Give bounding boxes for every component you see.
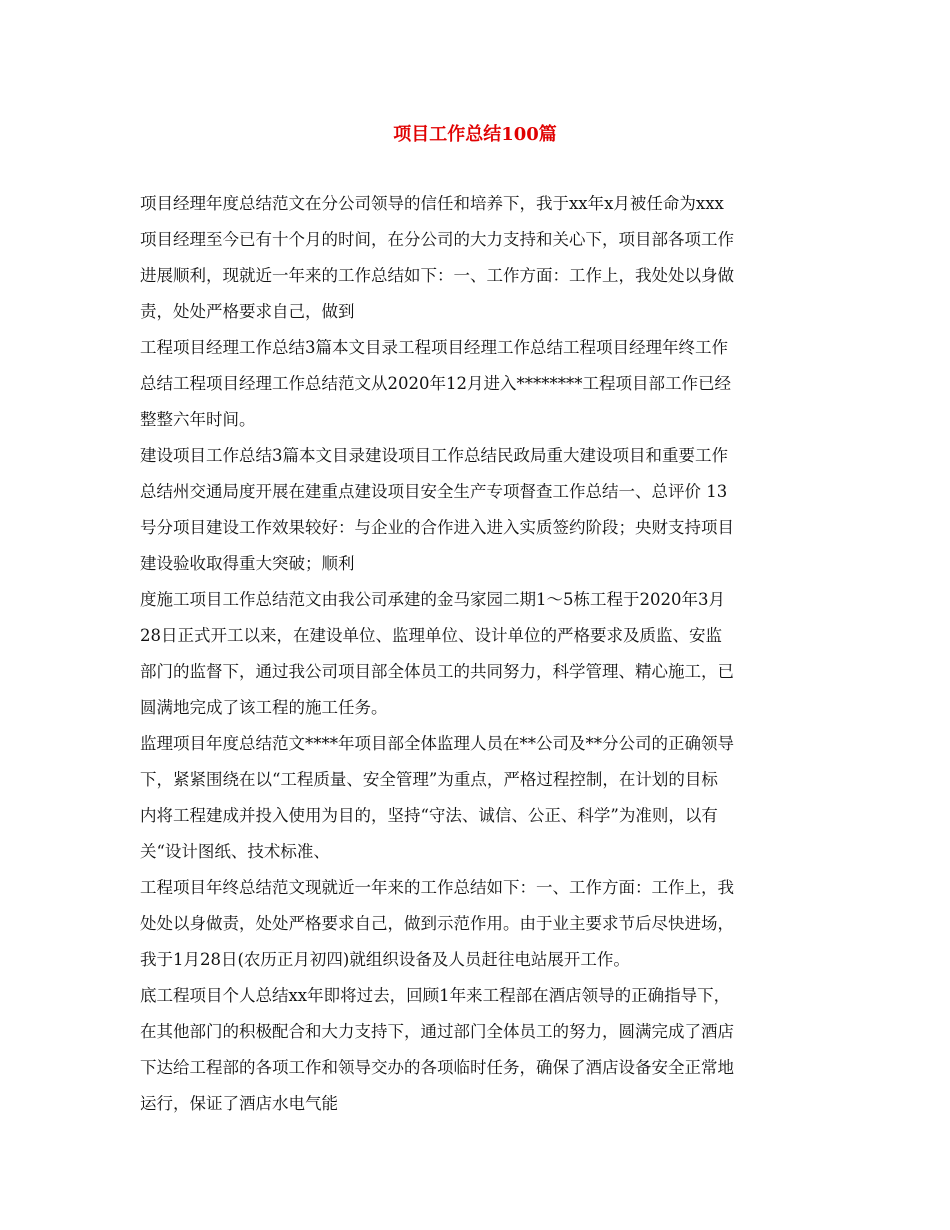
text-line: 在其他部门的积极配合和大力支持下，通过部门全体员工的努力，圆满完成了酒店	[140, 1022, 734, 1041]
text-line: 运行，保证了酒店水电气能	[140, 1094, 338, 1113]
text-line: 项目经理至今已有十个月的时间，在分公司的大力支持和关心下，项目部各项工作	[140, 230, 734, 249]
text-line: 度施工项目工作总结范文由我公司承建的金马家园二期1～5栋工程于2020年3月	[140, 590, 725, 609]
text-line: 处处以身做责，处处严格要求自己，做到示范作用。由于业主要求节后尽快进场，	[140, 914, 734, 933]
document-title: 项目工作总结100篇	[393, 124, 557, 145]
text-line: 总结工程项目经理工作总结范文从2020年12月进入********工程项目部工作已经	[140, 374, 731, 393]
text-line: 下达给工程部的各项工作和领导交办的各项临时任务，确保了酒店设备安全正常地	[140, 1058, 734, 1077]
text-line: 部门的监督下，通过我公司项目部全体员工的共同努力，科学管理、精心施工，已	[140, 662, 734, 681]
text-line: 号分项目建设工作效果较好：与企业的合作进入进入实质签约阶段；央财支持项目	[140, 518, 734, 537]
text-line: 我于1月28日(农历正月初四)就组织设备及人员赶往电站展开工作。	[140, 950, 630, 969]
text-line: 进展顺利，现就近一年来的工作总结如下：一、工作方面：工作上，我处处以身做	[140, 266, 734, 285]
text-line: 圆满地完成了该工程的施工任务。	[140, 698, 388, 717]
text-line: 监理项目年度总结范文****年项目部全体监理人员在**公司及**分公司的正确领导	[140, 734, 734, 753]
text-line: 底工程项目个人总结xx年即将过去，回顾1年来工程部在酒店领导的正确指导下，	[140, 986, 731, 1005]
text-line: 项目经理年度总结范文在分公司领导的信任和培养下，我于xx年x月被任命为xxx	[140, 194, 724, 213]
text-line: 内将工程建成并投入使用为目的，坚持“守法、诚信、公正、科学”为准则，以有	[140, 806, 718, 825]
text-line: 工程项目年终总结范文现就近一年来的工作总结如下：一、工作方面：工作上，我	[140, 878, 734, 897]
text-line: 28日正式开工以来，在建设单位、监理单位、设计单位的严格要求及质监、安监	[140, 626, 722, 645]
text-line: 责，处处严格要求自己，做到	[140, 302, 355, 321]
text-line: 工程项目经理工作总结3篇本文目录工程项目经理工作总结工程项目经理年终工作	[140, 338, 728, 357]
text-line: 建设验收取得重大突破；顺利	[140, 554, 355, 573]
text-line: 建设项目工作总结3篇本文目录建设项目工作总结民政局重大建设项目和重要工作	[140, 446, 728, 465]
text-line: 关“设计图纸、技术标准、	[140, 842, 330, 861]
document-body	[140, 186, 820, 1122]
text-line: 总结州交通局度开展在建重点建设项目安全生产专项督查工作总结一、总评价 13	[140, 482, 728, 501]
text-line: 下，紧紧围绕在以“工程质量、安全管理”为重点，严格过程控制，在计划的目标	[140, 770, 718, 789]
text-line: 整整六年时间。	[140, 410, 256, 429]
